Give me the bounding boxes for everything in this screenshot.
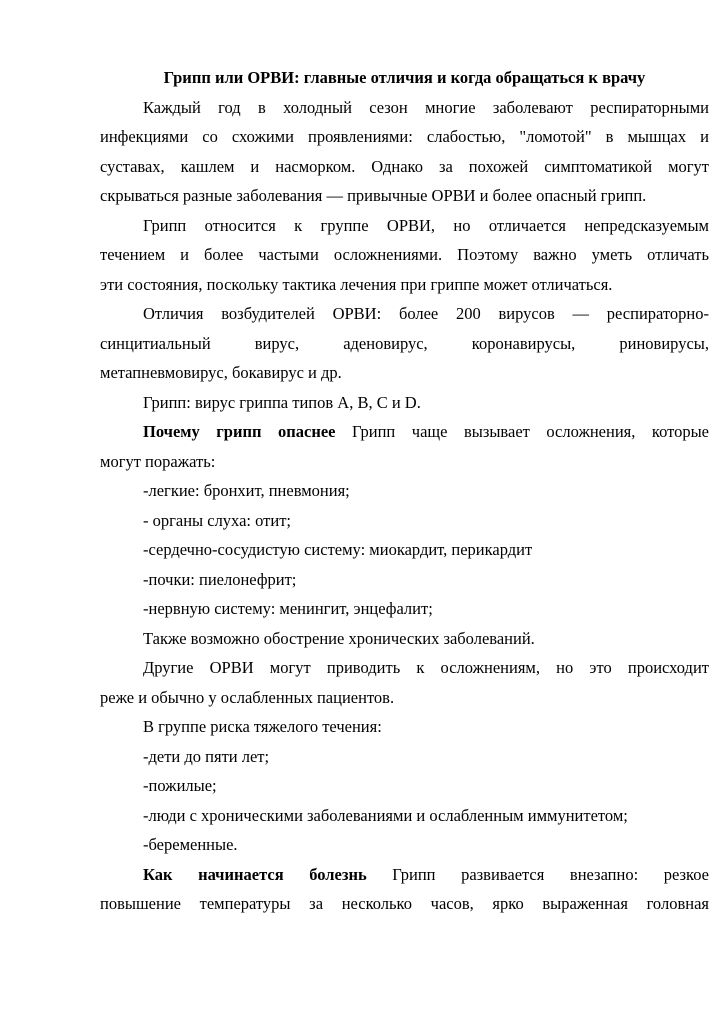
text-line [100,122,709,152]
text-run: Грипп развивается внезапно: резкое [366,864,709,884]
text-run: -люди с хроническими заболеваниями и ослабленным иммунитетом; [143,805,628,825]
bold-text-run: Как начинается болезнь [143,864,367,884]
paragraph [100,712,709,742]
text-line [100,388,709,418]
document-body [100,93,709,919]
text-line [100,535,709,565]
text-line [100,417,709,447]
text-run: Также возможно обострение хронических заболеваний. [143,628,535,648]
text-run: -легкие: бронхит, пневмония; [143,481,350,500]
text-run: инфекциями со схожими проявлениями: слабостью, "ломотой" в мышцах и [100,127,709,146]
text-run: -почки: пиелонефрит; [143,569,297,589]
paragraph [100,742,709,772]
text-run: Грипп относится к группе ОРВИ, но отличается непредсказуемым [143,215,709,235]
text-line [100,447,709,477]
text-run: метапневмовирус, бокавирус и др. [100,363,342,382]
paragraph [100,211,709,300]
text-run: -беременные. [143,835,238,854]
paragraph [100,624,709,654]
text-run: суставах, кашлем и насморком. Однако за похожей симптоматикой могут [100,156,709,176]
paragraph [100,476,709,506]
text-run: -нервную систему: менингит, энцефалит; [143,599,433,618]
text-run: эти состояния, поскольку тактика лечения при гриппе может отличаться. [100,274,613,294]
paragraph [100,299,709,388]
paragraph [100,860,709,919]
text-run: могут поражать: [100,451,216,471]
paragraph [100,417,709,476]
text-line [100,624,709,654]
paragraph [100,801,709,831]
text-run: -дети до пяти лет; [143,746,270,766]
paragraph [100,565,709,595]
paragraph [100,388,709,418]
paragraph [100,771,709,801]
text-line [100,211,709,241]
bold-text-run: Почему грипп опаснее [143,422,336,441]
text-run: - органы слуха: отит; [143,510,291,530]
text-run: повышение температуры за несколько часов, ярко выраженная головная [100,894,709,913]
text-line [100,152,709,182]
text-run: Отличия возбудителей ОРВИ: более 200 вирусов — респираторно- [143,304,709,323]
text-line [100,476,709,506]
text-run: Грипп чаще вызывает осложнения, которые [335,422,709,441]
paragraph [100,830,709,860]
text-line [100,683,709,713]
text-run: реже и обычно у ослабленных пациентов. [100,687,395,707]
text-run: Грипп: вирус гриппа типов A, B, C и D. [143,392,421,412]
paragraph [100,594,709,624]
text-line [100,93,709,123]
text-line [100,653,709,683]
text-line [100,270,709,300]
text-line [100,594,709,624]
text-run: В группе риска тяжелого течения: [143,717,382,736]
text-line [100,801,709,831]
text-line [100,830,709,860]
text-run: течением и более частыми осложнениями. Поэтому важно уметь отличать [100,245,709,264]
text-line [100,240,709,270]
paragraph [100,535,709,565]
text-line [100,358,709,388]
text-line [100,889,709,919]
paragraph [100,653,709,712]
text-line [100,329,709,359]
text-line [100,181,709,211]
text-run: -сердечно-сосудистую систему: миокардит, перикардит [143,540,533,559]
paragraph [100,93,709,211]
text-line [100,742,709,772]
text-line [100,506,709,536]
text-line [100,712,709,742]
text-line [100,771,709,801]
text-run: синцитиальный вирус, аденовирус, коронавирусы, риновирусы, [100,333,709,353]
text-run: Каждый год в холодный сезон многие заболевают респираторными [143,97,709,117]
paragraph [100,506,709,536]
text-line [100,565,709,595]
text-run: скрываться разные заболевания — привычные ОРВИ и более опасный грипп. [100,186,647,205]
text-run: Другие ОРВИ могут приводить к осложнениям, но это происходит [143,658,709,677]
text-run: -пожилые; [143,776,217,795]
text-line [100,299,709,329]
document-title: Грипп или ОРВИ: главные отличия и когда обращаться к врачу [163,68,646,87]
text-line [100,860,709,890]
